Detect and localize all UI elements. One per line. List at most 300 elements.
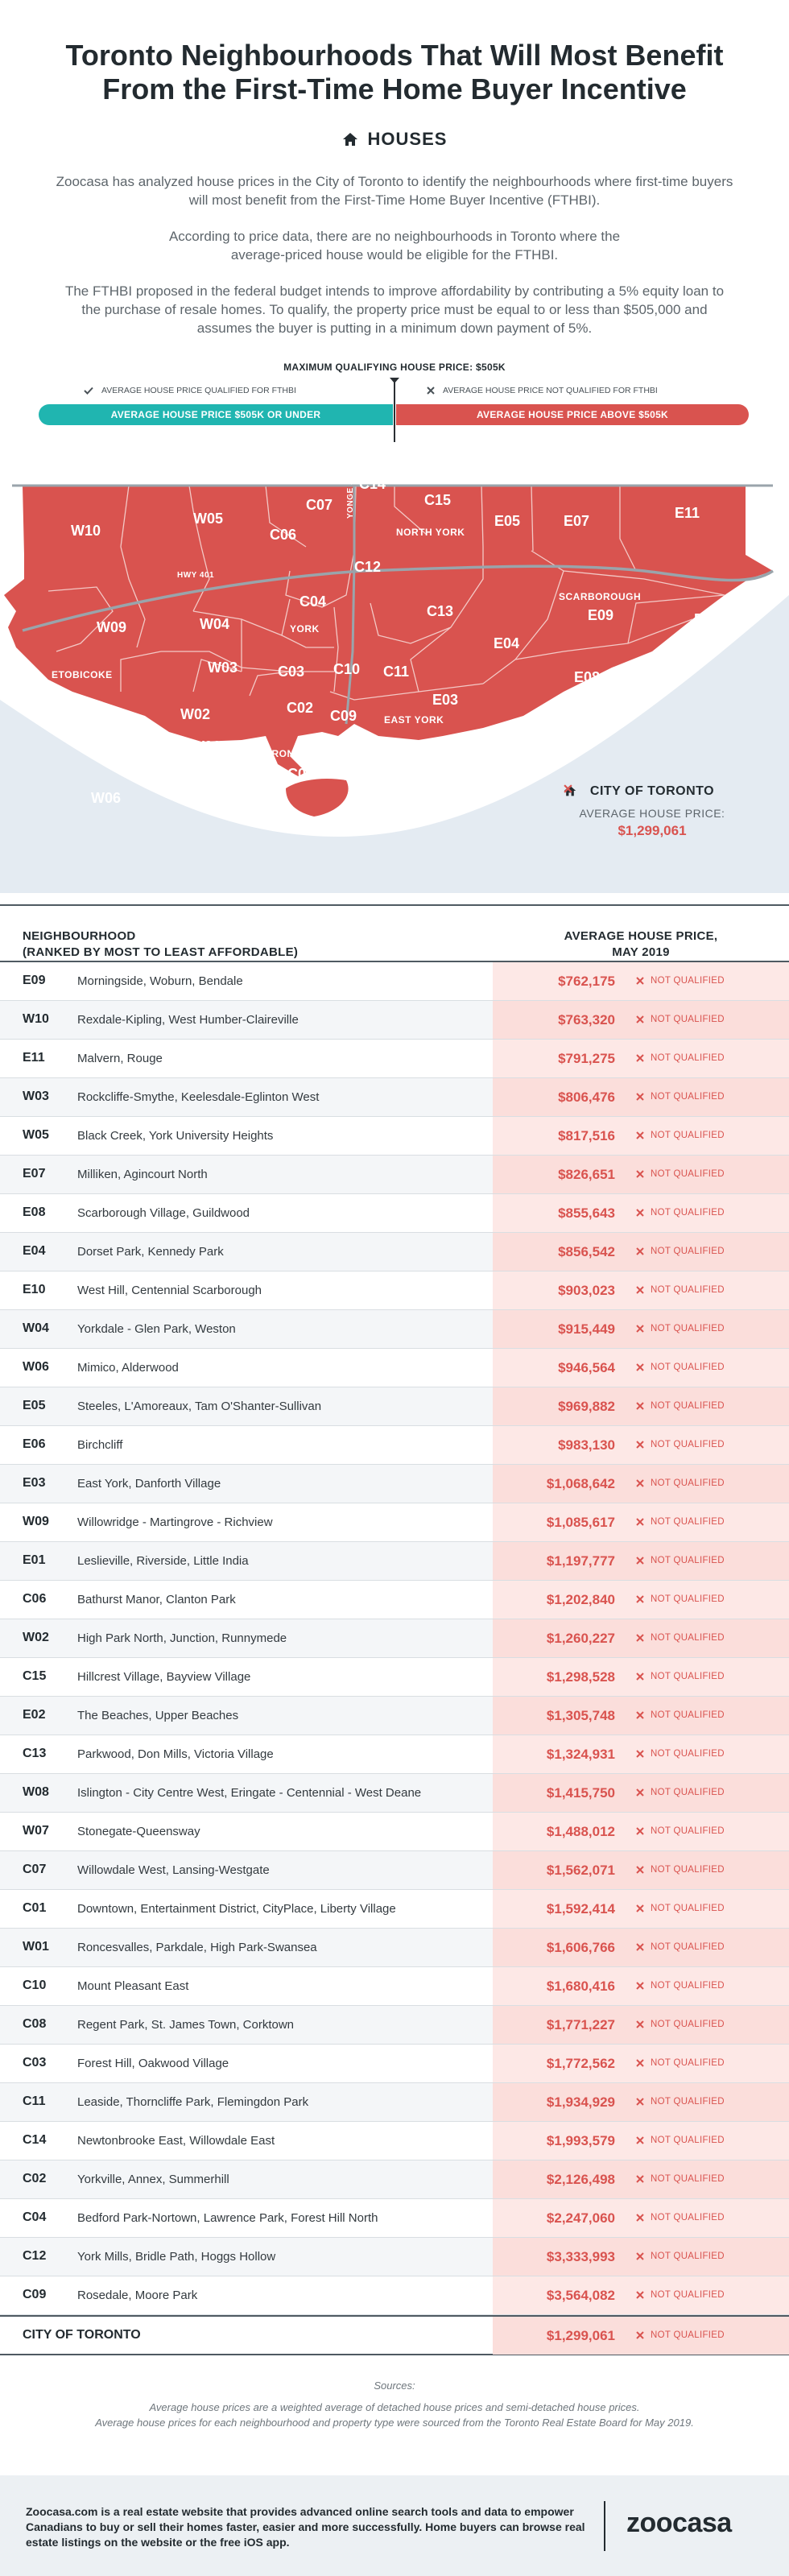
cross-icon	[636, 977, 644, 985]
cross-icon	[636, 1015, 644, 1023]
cross-icon	[636, 1054, 644, 1062]
map-label-e02: E02	[436, 758, 463, 774]
neighbourhood-name: West Hill, Centennial Scarborough	[77, 1284, 262, 1297]
district-code: C12	[23, 2249, 47, 2263]
cross-icon	[636, 1943, 644, 1951]
map-label-e07: E07	[564, 513, 590, 529]
table-row	[0, 1001, 789, 1040]
status-badge	[636, 976, 725, 986]
neighbourhood-name: Willowdale West, Lansing-Westgate	[77, 1863, 270, 1877]
average-price: $806,476	[558, 1090, 615, 1105]
status-text: NOT QUALIFIED	[651, 2136, 725, 2145]
district-code: C13	[23, 1747, 47, 1760]
average-price: $2,247,060	[546, 2210, 615, 2226]
average-price: $1,771,227	[546, 2017, 615, 2032]
col-left-line-2: (RANKED BY MOST TO LEAST AFFORDABLE)	[23, 945, 299, 959]
average-price: $915,449	[558, 1321, 615, 1337]
average-price: $1,085,617	[546, 1515, 615, 1530]
status-text: NOT QUALIFIED	[651, 1015, 725, 1024]
status-text: NOT QUALIFIED	[651, 1594, 725, 1604]
bar-above-threshold: AVERAGE HOUSE PRICE ABOVE $505K	[396, 404, 749, 425]
intro-paragraph-2: According to price data, there are no neighbourhoods in Toronto where the average-priced house would be eligible for the FTHBI.	[168, 229, 621, 263]
district-code: E07	[23, 1167, 46, 1180]
map-label-c03: C03	[278, 664, 305, 680]
status-badge	[636, 1556, 725, 1565]
cross-icon	[636, 1711, 644, 1719]
map-label-e08: E08	[574, 669, 601, 685]
cross-icon	[636, 1170, 644, 1178]
status-text: NOT QUALIFIED	[651, 2251, 725, 2261]
table-row	[0, 2238, 789, 2276]
map-label-e10: E10	[694, 611, 721, 627]
cross-icon	[636, 2020, 644, 2028]
col-right-line-2: MAY 2019	[612, 945, 670, 959]
status-text: NOT QUALIFIED	[651, 2020, 725, 2029]
status-text: NOT QUALIFIED	[651, 1556, 725, 1565]
max-price-value: $505K	[476, 362, 506, 373]
status-text: NOT QUALIFIED	[651, 1633, 725, 1643]
neighbourhood-name: Leaside, Thorncliffe Park, Flemingdon Park	[77, 2095, 309, 2109]
status-badge	[636, 1517, 725, 1527]
status-text: NOT QUALIFIED	[651, 1672, 725, 1681]
average-price: $983,130	[558, 1437, 615, 1453]
district-code: C03	[23, 2056, 47, 2069]
cross-icon	[636, 1402, 644, 1410]
col-left-line-1: NEIGHBOURHOOD	[23, 929, 136, 943]
road-label-steeles: STEELES AVE	[576, 466, 635, 475]
status-badge	[636, 1053, 725, 1063]
status-badge	[636, 1594, 725, 1604]
status-badge	[636, 1285, 725, 1295]
table-row	[0, 1233, 789, 1271]
cross-icon	[636, 2291, 644, 2299]
map-label-c02: C02	[287, 700, 314, 716]
status-badge	[636, 1478, 725, 1488]
district-code: C06	[23, 1592, 47, 1606]
status-badge	[636, 1092, 725, 1102]
neighbourhood-name: The Beaches, Upper Beaches	[77, 1709, 239, 1722]
cross-icon	[636, 2214, 644, 2222]
cross-icon	[636, 1441, 644, 1449]
column-header-neighbourhood	[23, 928, 298, 961]
district-code: W07	[23, 1824, 49, 1838]
table-row	[0, 1194, 789, 1233]
footer-divider	[604, 2501, 605, 2551]
map-label-c13: C13	[427, 603, 454, 619]
table-row	[0, 1078, 789, 1117]
status-text: NOT QUALIFIED	[651, 1517, 725, 1527]
table-row	[0, 1117, 789, 1156]
status-text: NOT QUALIFIED	[651, 1981, 725, 1991]
map-label-e04: E04	[494, 635, 520, 651]
neighbourhood-name: Forest Hill, Oakwood Village	[77, 2057, 229, 2070]
cross-icon	[636, 1595, 644, 1603]
average-price: $3,333,993	[546, 2249, 615, 2264]
status-text: NOT QUALIFIED	[651, 1942, 725, 1952]
status-text: NOT QUALIFIED	[651, 2058, 725, 2068]
map-label-w08: W08	[61, 698, 92, 714]
map-label-c11: C11	[383, 664, 410, 680]
map-label-w04: W04	[200, 616, 230, 632]
city-title-text: CITY OF TORONTO	[589, 784, 715, 798]
neighbourhood-name: Newtonbrooke East, Willowdale East	[77, 2134, 275, 2148]
neighbourhood-name: Stonegate-Queensway	[77, 1825, 200, 1838]
map-label-c14: C14	[359, 476, 386, 492]
average-price: $1,934,929	[546, 2094, 615, 2110]
status-badge	[636, 1015, 725, 1024]
title-line-1: Toronto Neighbourhoods That Will Most Benefit	[65, 39, 724, 72]
neighbourhood-name: Regent Park, St. James Town, Corktown	[77, 2018, 295, 2032]
status-text: NOT QUALIFIED	[651, 1169, 725, 1179]
subtitle: HOUSES	[367, 129, 448, 149]
neighbourhood-name: Steeles, L'Amoreaux, Tam O'Shanter-Sullivan	[77, 1400, 322, 1413]
average-price: $1,562,071	[546, 1863, 615, 1878]
footer-text: Zoocasa.com is a real estate website that provides advanced online search tools and data to empower Canadians to buy or sell their homes faster, easier and more successfully. Home buyers can browse real estate listings on the website or the free iOS app.	[26, 2505, 585, 2549]
sources-title: Sources:	[374, 2380, 415, 2392]
neighbourhood-name: Hillcrest Village, Bayview Village	[77, 1670, 251, 1684]
cross-icon	[636, 1093, 644, 1101]
status-badge	[636, 1440, 725, 1449]
table-row	[0, 1851, 789, 1890]
status-text: NOT QUALIFIED	[651, 2290, 725, 2300]
sources	[0, 2378, 789, 2430]
status-badge	[636, 2290, 725, 2300]
neighbourhood-name: Roncesvalles, Parkdale, High Park-Swansea	[77, 1941, 317, 1954]
area-label-east-york: EAST YORK	[384, 714, 444, 726]
map-label-e03: E03	[432, 692, 459, 708]
intro-paragraph-1: Zoocasa has analyzed house prices in the City of Toronto to identify the neighbourhoods where first-time buyers will most benefit from the First-Time Home Buyer Incentive (FTHBI).	[56, 174, 733, 208]
table-row	[0, 1890, 789, 1929]
area-label-north-york: NORTH YORK	[396, 527, 465, 538]
map-label-w03: W03	[208, 660, 238, 676]
table-row	[0, 2045, 789, 2083]
title-line-2: From the First-Time Home Buyer Incentive	[102, 72, 687, 105]
neighbourhood-name: Bedford Park-Nortown, Lawrence Park, Forest Hill North	[77, 2211, 378, 2225]
average-price: $1,068,642	[546, 1476, 615, 1491]
status-text: NOT QUALIFIED	[651, 1788, 725, 1797]
cross-icon	[636, 1131, 644, 1139]
district-code: C01	[23, 1901, 47, 1915]
neighbourhood-name: Rockcliffe-Smythe, Keelesdale-Eglinton West	[77, 1090, 320, 1104]
road-label-yonge: YONGE ST	[346, 473, 355, 519]
district-code: E11	[23, 1051, 45, 1065]
neighbourhood-name: Parkwood, Don Mills, Victoria Village	[77, 1747, 274, 1761]
table-row	[0, 1387, 789, 1426]
neighbourhood-name: East York, Danforth Village	[77, 1477, 221, 1491]
district-code: C15	[23, 1669, 47, 1683]
average-price: $1,680,416	[546, 1979, 615, 1994]
average-price: $855,643	[558, 1205, 615, 1221]
cross-icon	[636, 1518, 644, 1526]
neighbourhood-name: Black Creek, York University Heights	[77, 1129, 274, 1143]
neighbourhood-name: Bathurst Manor, Clanton Park	[77, 1593, 236, 1606]
average-price: $1,772,562	[546, 2056, 615, 2071]
sources-line-2: Average house prices for each neighbourhood and property type were sourced from the Toronto Real Estate Board for May 2019.	[95, 2417, 694, 2429]
district-code: C08	[23, 2017, 47, 2031]
cross-icon	[636, 2098, 644, 2106]
status-text: NOT QUALIFIED	[651, 1749, 725, 1759]
map-label-w09: W09	[97, 619, 127, 635]
cross-icon	[636, 1634, 644, 1642]
district-code: W09	[23, 1515, 49, 1528]
status-badge	[636, 2174, 725, 2184]
average-price: $762,175	[558, 974, 615, 989]
status-text: NOT QUALIFIED	[651, 1208, 725, 1218]
cross-icon	[636, 1363, 644, 1371]
cross-icon	[636, 2175, 644, 2183]
district-code: C10	[23, 1979, 47, 1992]
status-badge	[636, 2020, 725, 2029]
district-code: W01	[23, 1940, 49, 1954]
cross-icon	[636, 1904, 644, 1912]
status-badge	[636, 1672, 725, 1681]
district-code: E08	[23, 1205, 46, 1219]
table-row	[0, 1929, 789, 1967]
status-badge	[636, 1710, 725, 1720]
max-price-label	[0, 362, 789, 373]
map-label-e09: E09	[588, 607, 614, 623]
legend-qualified-label: AVERAGE HOUSE PRICE QUALIFIED FOR FTHBI	[101, 386, 296, 395]
average-price: $826,651	[558, 1167, 615, 1182]
map-label-w06: W06	[91, 790, 122, 806]
status-badge	[636, 1208, 725, 1218]
status-text: NOT QUALIFIED	[651, 2097, 725, 2107]
district-code: C02	[23, 2172, 47, 2185]
cross-icon	[636, 1827, 644, 1835]
neighbourhood-name: Yorkdale - Glen Park, Weston	[77, 1322, 236, 1336]
city-avg-value-text: $1,299,061	[618, 823, 687, 838]
area-label-york: YORK	[290, 623, 320, 635]
max-price-text: MAXIMUM QUALIFYING HOUSE PRICE:	[283, 362, 473, 373]
average-price: $1,592,414	[546, 1901, 615, 1916]
status-badge	[636, 1904, 725, 1913]
average-price: $763,320	[558, 1012, 615, 1028]
status-text: NOT QUALIFIED	[651, 1131, 725, 1140]
col-right-line-1: AVERAGE HOUSE PRICE,	[564, 929, 718, 943]
neighbourhood-name: Scarborough Village, Guildwood	[77, 1206, 250, 1220]
neighbourhood-name: York Mills, Bridle Path, Hoggs Hollow	[77, 2250, 276, 2264]
map-label-e11: E11	[675, 505, 700, 521]
city-average-box	[564, 784, 741, 839]
cross-icon	[636, 1673, 644, 1681]
table-row	[0, 2199, 789, 2238]
column-header-price	[493, 928, 789, 961]
district-code: E10	[23, 1283, 46, 1296]
average-price: $856,542	[558, 1244, 615, 1259]
cross-icon	[636, 2136, 644, 2144]
cross-icon	[427, 387, 435, 395]
average-price: $1,606,766	[546, 1940, 615, 1955]
neighbourhood-name: Mount Pleasant East	[77, 1979, 189, 1993]
table-row	[0, 2083, 789, 2122]
table-row	[0, 2006, 789, 2045]
cross-icon	[636, 1866, 644, 1874]
district-code: C04	[23, 2210, 47, 2224]
district-code: W03	[23, 1090, 49, 1103]
status-badge	[636, 2097, 725, 2107]
map-label-c08: C08	[330, 764, 357, 780]
area-label-scarborough: SCARBOROUGH	[559, 591, 642, 602]
map-label-c10: C10	[333, 661, 361, 677]
map-label-c04: C04	[299, 593, 327, 610]
bar-under-threshold: AVERAGE HOUSE PRICE $505K OR UNDER	[39, 404, 393, 425]
status-text: NOT QUALIFIED	[651, 1710, 725, 1720]
status-badge	[636, 1633, 725, 1643]
status-text: NOT QUALIFIED	[651, 2174, 725, 2184]
district-code: C07	[23, 1863, 47, 1876]
cross-icon	[636, 2252, 644, 2260]
neighbourhood-name: Morningside, Woburn, Bendale	[77, 974, 243, 988]
status-text: NOT QUALIFIED	[651, 1092, 725, 1102]
status-badge	[636, 1247, 725, 1256]
table-row	[0, 2160, 789, 2199]
status-badge	[636, 1749, 725, 1759]
average-price: $1,299,061	[546, 2328, 615, 2343]
page-title	[0, 0, 789, 106]
cross-icon	[636, 1788, 644, 1797]
cross-icon	[636, 1750, 644, 1758]
status-text: NOT QUALIFIED	[651, 1826, 725, 1836]
status-badge	[636, 1942, 725, 1952]
district-code: E01	[23, 1553, 46, 1567]
status-badge	[636, 2251, 725, 2261]
neighbourhood-name: Rexdale-Kipling, West Humber-Claireville	[77, 1013, 299, 1027]
status-badge	[636, 2136, 725, 2145]
district-code: W04	[23, 1321, 49, 1335]
cross-icon	[636, 1557, 644, 1565]
map-label-c06: C06	[270, 527, 297, 543]
neighbourhood-name: Malvern, Rouge	[77, 1052, 163, 1065]
map-label-c07: C07	[306, 497, 333, 513]
average-price: $1,324,931	[546, 1747, 615, 1762]
table-row	[0, 1735, 789, 1774]
cross-icon	[636, 1982, 644, 1990]
status-badge	[636, 1865, 725, 1875]
check-icon	[84, 387, 93, 395]
neighbourhood-name: Downtown, Entertainment District, CityPlace, Liberty Village	[77, 1902, 396, 1916]
district-code: W02	[23, 1631, 49, 1644]
status-badge	[636, 2330, 725, 2340]
status-badge	[636, 1788, 725, 1797]
status-badge	[636, 1131, 725, 1140]
average-price: $1,202,840	[546, 1592, 615, 1607]
legend-not-qualified-label: AVERAGE HOUSE PRICE NOT QUALIFIED FOR FTHBI	[443, 386, 658, 395]
table-row	[0, 1774, 789, 1813]
district-code: E03	[23, 1476, 46, 1490]
map-label-e05: E05	[494, 513, 521, 529]
zoocasa-logo[interactable]: zoocasa	[626, 2508, 732, 2538]
city-avg-value	[564, 823, 741, 839]
table-header	[0, 904, 789, 961]
cross-icon	[636, 1247, 644, 1255]
status-text: NOT QUALIFIED	[651, 976, 725, 986]
neighbourhood-name: Birchcliff	[77, 1438, 123, 1452]
table-row	[0, 1813, 789, 1851]
district-code: CITY OF TORONTO	[23, 2328, 141, 2342]
city-avg-label: AVERAGE HOUSE PRICE:	[579, 807, 725, 820]
average-price: $1,305,748	[546, 1708, 615, 1723]
district-code: E06	[23, 1437, 46, 1451]
district-code: C11	[23, 2094, 46, 2108]
district-code: E05	[23, 1399, 46, 1412]
map-label-w05: W05	[193, 511, 224, 527]
average-price: $1,415,750	[546, 1785, 615, 1801]
district-code: C09	[23, 2288, 47, 2301]
cross-icon	[636, 1479, 644, 1487]
status-text: NOT QUALIFIED	[651, 1401, 725, 1411]
neighbourhood-name: Mimico, Alderwood	[77, 1361, 179, 1375]
district-code: E09	[23, 974, 46, 987]
intro-text	[0, 172, 789, 337]
cross-icon	[636, 2331, 644, 2339]
neighbourhood-name: Yorkville, Annex, Summerhill	[77, 2173, 229, 2186]
table-row	[0, 1619, 789, 1658]
table-row	[0, 1465, 789, 1503]
neighbourhood-name: Leslieville, Riverside, Little India	[77, 1554, 249, 1568]
map-label-c15: C15	[424, 492, 452, 508]
district-code: W08	[23, 1785, 49, 1799]
district-code: W05	[23, 1128, 49, 1142]
neighbourhood-table	[0, 961, 789, 2355]
map-label-w01: W01	[191, 738, 221, 755]
map-label-c01: C01	[287, 766, 315, 782]
table-row	[0, 1349, 789, 1387]
status-text: NOT QUALIFIED	[651, 1478, 725, 1488]
status-text: NOT QUALIFIED	[651, 1440, 725, 1449]
neighbourhood-name: Willowridge - Martingrove - Richview	[77, 1515, 273, 1529]
neighbourhood-name: High Park North, Junction, Runnymede	[77, 1631, 287, 1645]
table-row	[0, 2276, 789, 2315]
status-text: NOT QUALIFIED	[651, 1285, 725, 1295]
cross-icon	[636, 1286, 644, 1294]
status-badge	[636, 2213, 725, 2222]
average-price: $791,275	[558, 1051, 615, 1066]
status-text: NOT QUALIFIED	[651, 1247, 725, 1256]
table-row	[0, 1040, 789, 1078]
district-code: E04	[23, 1244, 46, 1258]
house-icon	[342, 131, 358, 147]
map-label-w10: W10	[71, 523, 101, 539]
average-price: $946,564	[558, 1360, 615, 1375]
district-code: W10	[23, 1012, 49, 1026]
cross-icon	[636, 2059, 644, 2067]
average-price: $1,488,012	[546, 1824, 615, 1839]
neighbourhood-name: Islington - City Centre West, Eringate - Centennial - West Deane	[77, 1786, 422, 1800]
map-label-c12: C12	[354, 559, 382, 575]
table-row	[0, 962, 789, 1001]
map-label-w02: W02	[180, 706, 211, 722]
table-row	[0, 1156, 789, 1194]
status-badge	[636, 2058, 725, 2068]
average-price: $1,260,227	[546, 1631, 615, 1646]
subtitle-row	[0, 129, 789, 150]
status-badge	[636, 1981, 725, 1991]
status-text: NOT QUALIFIED	[651, 1053, 725, 1063]
average-price: $1,197,777	[546, 1553, 615, 1569]
status-badge	[636, 1169, 725, 1179]
neighbourhood-name: Milliken, Agincourt North	[77, 1168, 208, 1181]
status-text: NOT QUALIFIED	[651, 1904, 725, 1913]
table-row	[0, 1542, 789, 1581]
status-text: NOT QUALIFIED	[651, 2213, 725, 2222]
table-row	[0, 1271, 789, 1310]
map-label-e01: E01	[372, 764, 399, 780]
status-badge	[636, 1362, 725, 1372]
road-label-hwy401: HWY 401	[177, 571, 215, 580]
status-badge	[636, 1826, 725, 1836]
table-row	[0, 1310, 789, 1349]
cross-icon	[636, 1209, 644, 1217]
